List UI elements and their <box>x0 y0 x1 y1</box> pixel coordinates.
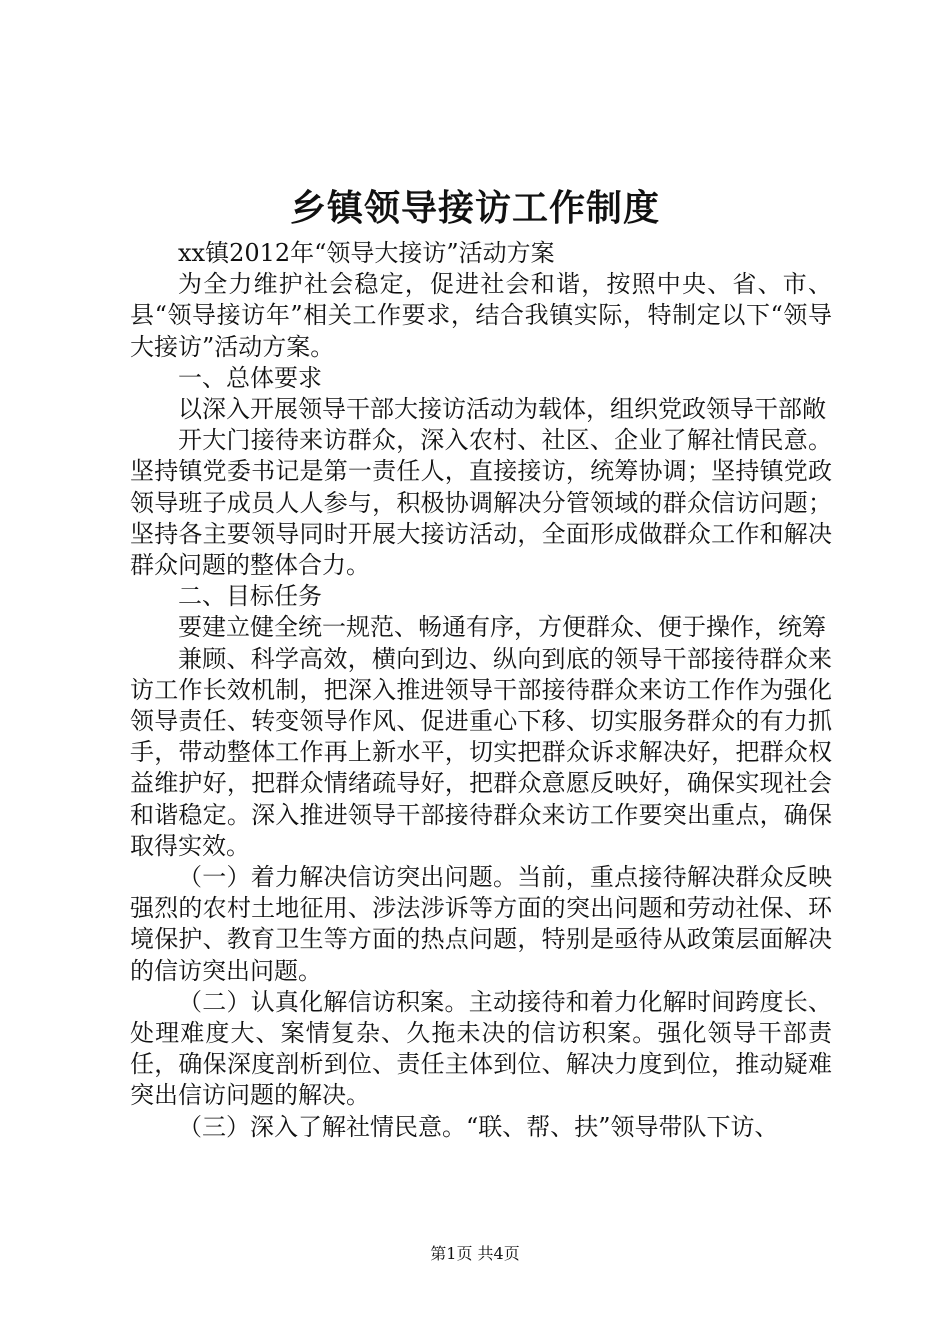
heading-objectives: 二、目标任务 <box>178 582 322 611</box>
page-footer: 第1页 共4页 <box>430 1244 520 1263</box>
document-title: 乡镇领导接访工作制度 <box>289 187 660 229</box>
paragraph-general-1: 以深入开展领导干部大接访活动为载体，组织党政领导干部敞 <box>178 395 826 424</box>
paragraph-item-2: （二）认真化解信访积案。主动接待和着力化解时间跨度长、处理难度大、案情复杂、久拖未决的信访积案。强化领导干部责任，确保深度剖析到位、责任主体到位、解决力度到位，推动疑难突出信访问题的解决。 <box>130 987 832 1110</box>
paragraph-objectives-1: 要建立健全统一规范、畅通有序，方便群众、便于操作，统筹 <box>178 613 826 642</box>
document-body <box>130 238 832 1143</box>
heading-general-requirements: 一、总体要求 <box>178 363 322 392</box>
paragraph-intro: 为全力维护社会稳定，促进社会和谐，按照中央、省、市、县“领导接访年”相关工作要求，结合我镇实际，特制定以下“领导大接访”活动方案。 <box>130 270 832 361</box>
paragraph-item-1: （一）着力解决信访突出问题。当前，重点接待解决群众反映强烈的农村土地征用、涉法涉诉等方面的突出问题和劳动社保、环境保护、教育卫生等方面的热点问题，特别是亟待从政策层面解决的信访突出问题。 <box>130 863 832 985</box>
paragraph-item-3: （三）深入了解社情民意。“联、帮、扶”领导带队下访、 <box>178 1112 779 1141</box>
paragraph-general-2: 开大门接待来访群众，深入农村、社区、企业了解社情民意。坚持镇党委书记是第一责任人，直接接访，统筹协调；坚持镇党政领导班子成员人人参与，积极协调解决分管领域的群众信访问题；坚持各主要领导同时开展大接访活动，全面形成做群众工作和解决群众问题的整体合力。 <box>130 426 832 580</box>
paragraph-plan-title: xx镇2012年“领导大接访”活动方案 <box>178 239 555 267</box>
paragraph-objectives-2: 兼顾、科学高效，横向到边、纵向到底的领导干部接待群众来访工作长效机制，把深入推进领导干部接待群众来访工作作为强化领导责任、转变领导作风、促进重心下移、切实服务群众的有力抓手，带动整体工作再上新水平，切实把群众诉求解决好，把群众权益维护好，把群众情绪疏导好，把群众意愿反映好，确保实现社会和谐稳定。深入推进领导干部接待群众来访工作要突出重点，确保取得实效。 <box>130 644 832 860</box>
